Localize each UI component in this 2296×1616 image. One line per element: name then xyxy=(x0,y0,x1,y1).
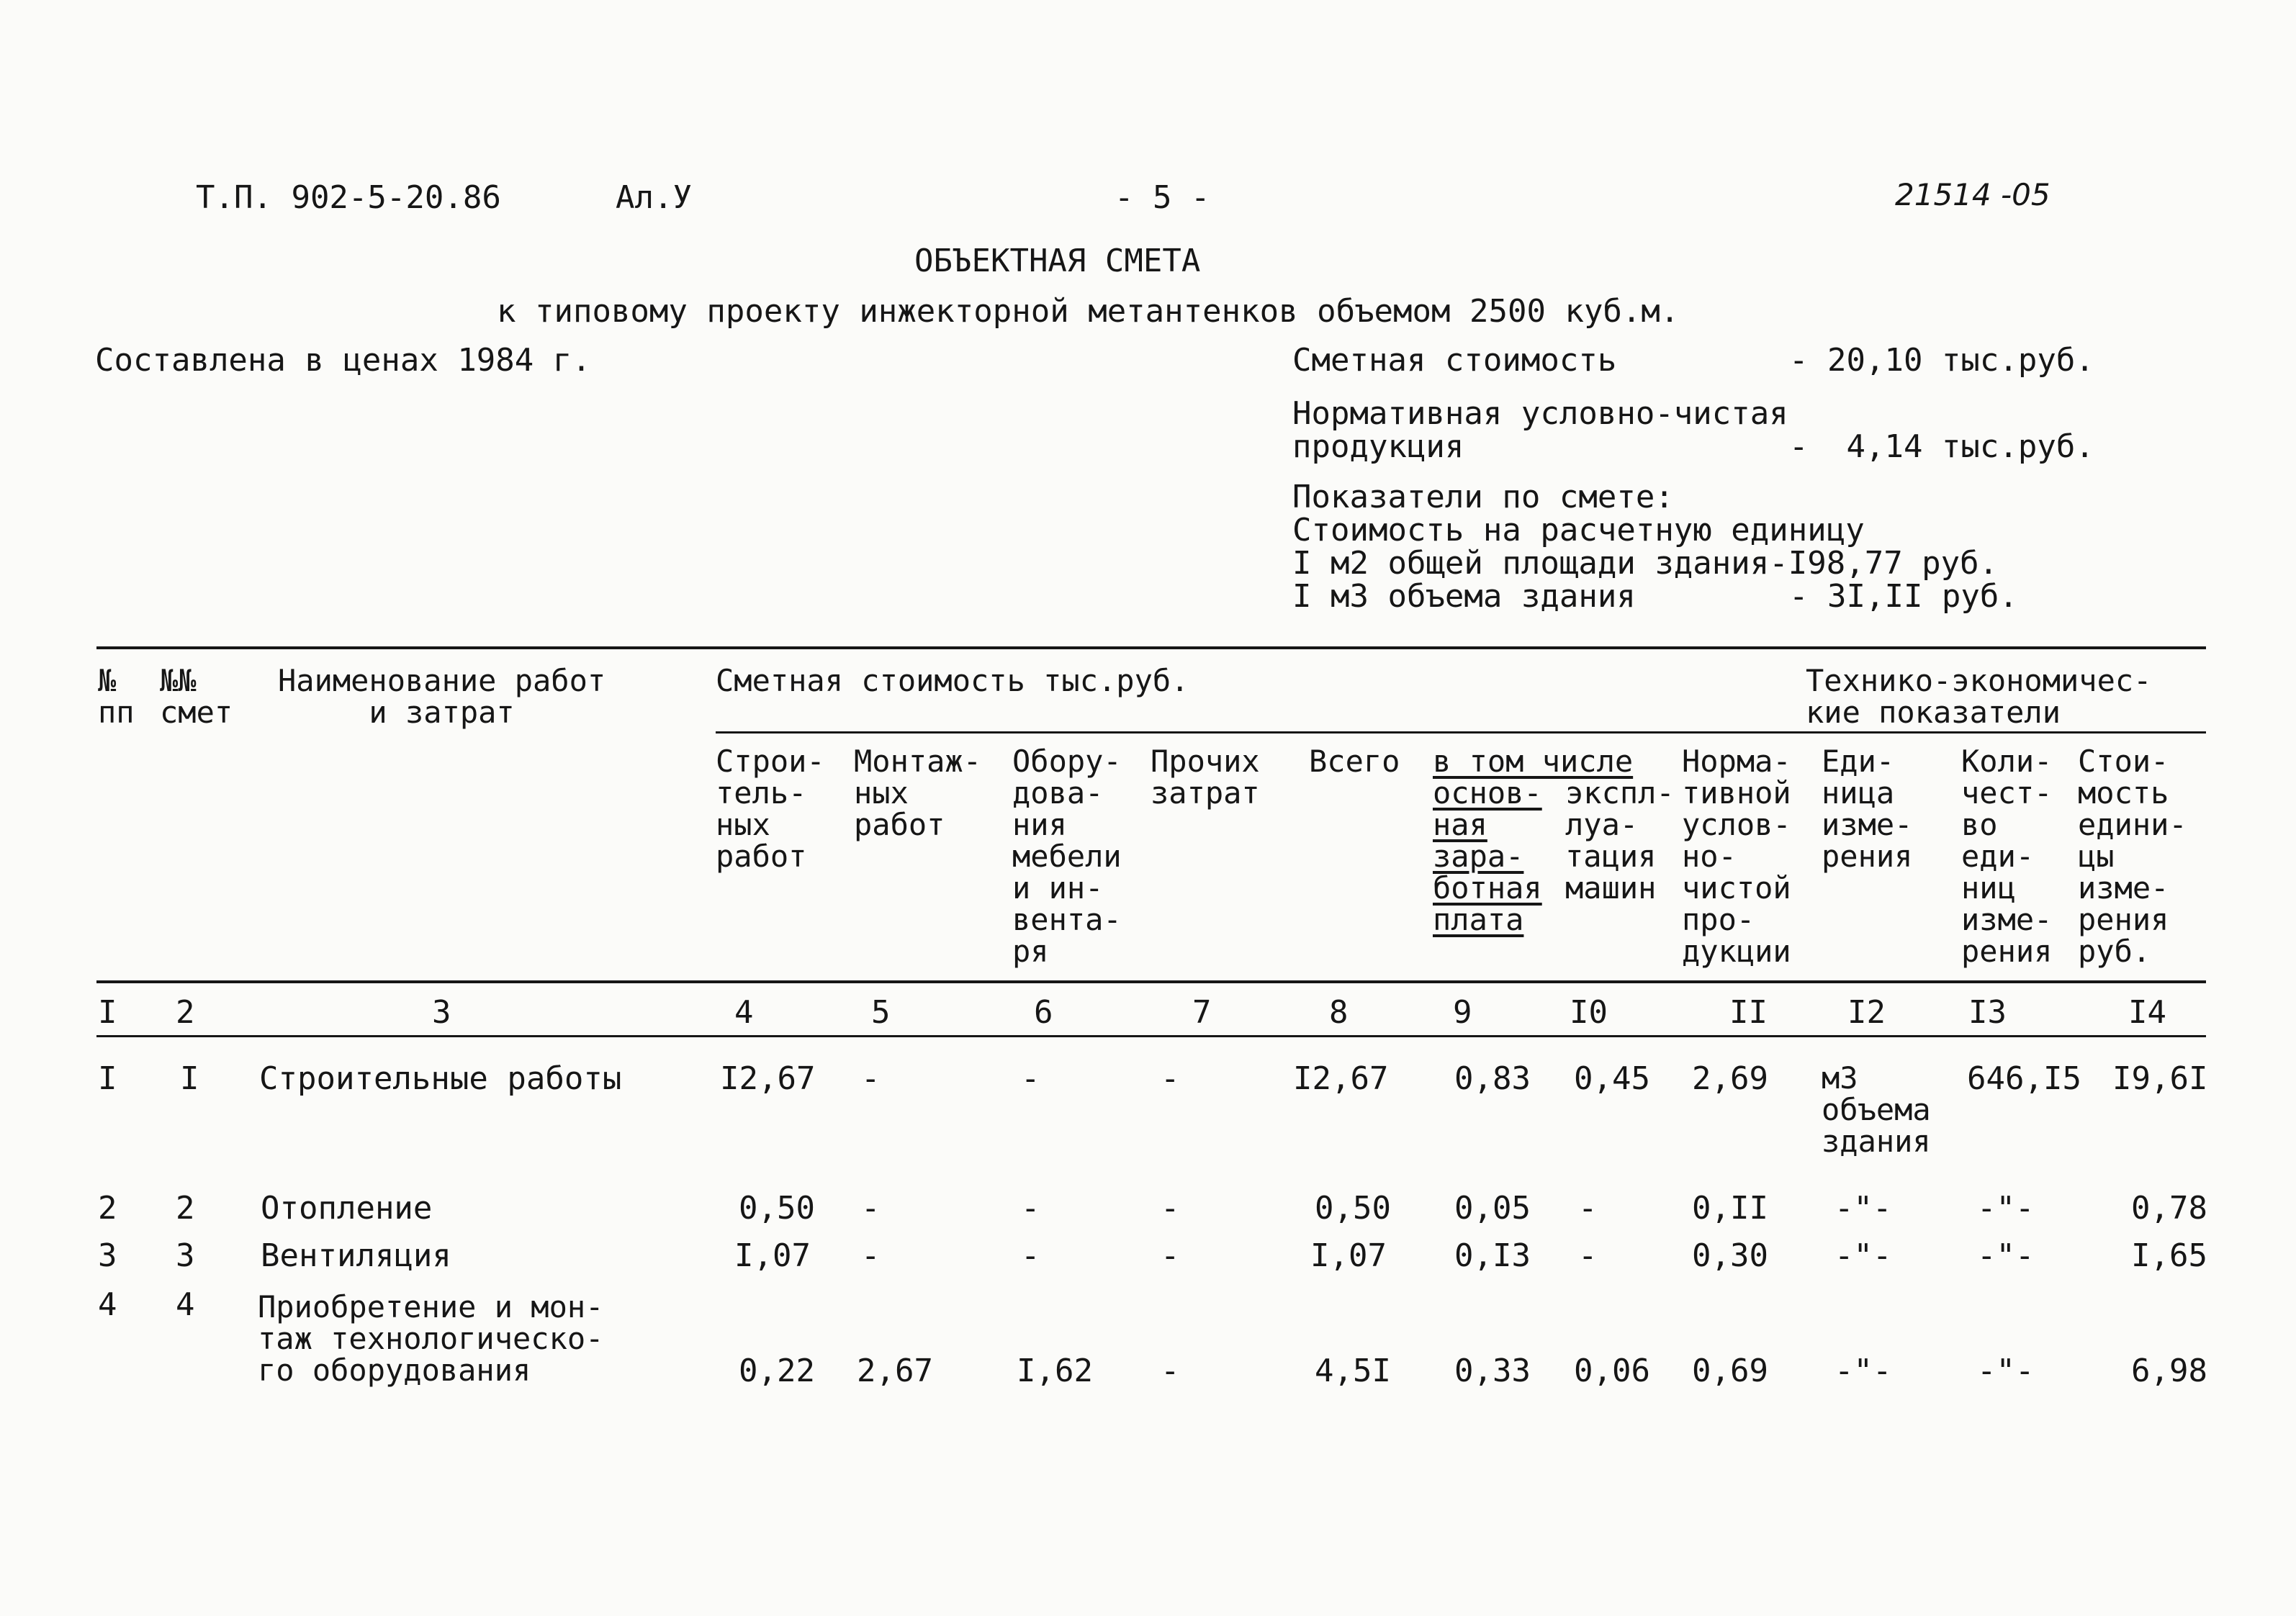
header-col-machines: экспл- луа- тация машин xyxy=(1565,775,1675,906)
indicators-heading: Показатели по смете: xyxy=(1292,479,1674,515)
header-bottom-rule xyxy=(96,980,2206,983)
row-no: 2 xyxy=(98,1190,117,1227)
row-total: 4,5I xyxy=(1315,1353,1391,1389)
row-estimate: 3 xyxy=(176,1237,195,1274)
row-no: 3 xyxy=(98,1237,117,1274)
col-number: 3 xyxy=(432,994,451,1031)
col-number: I3 xyxy=(1968,994,2007,1031)
row-no: 4 xyxy=(98,1286,117,1323)
col-number: I0 xyxy=(1570,994,1608,1031)
header-col-build: Строи- тель- ных работ xyxy=(716,744,825,874)
page-subtitle: к типовому проекту инжекторной метантенков объемом 2500 куб.м. xyxy=(497,293,1680,330)
page-title: ОБЪЕКТНАЯ СМЕТА xyxy=(914,243,1201,279)
header-including: в том числе xyxy=(1433,744,1634,779)
row-equipment: - xyxy=(1021,1060,1040,1097)
row-build: 0,50 xyxy=(739,1190,815,1227)
col-number: I4 xyxy=(2128,994,2166,1031)
row-build: I,07 xyxy=(734,1237,811,1274)
row-unit: -"- xyxy=(1834,1190,1892,1227)
header-col-normative: Норма- тивной услов- но- чистой про- дукции xyxy=(1682,744,1791,969)
header-col-name: Наименование работ и затрат xyxy=(278,663,606,730)
header-col-no: № пп xyxy=(98,663,135,730)
row-build: I2,67 xyxy=(720,1060,816,1097)
estimated-cost-value: - 20,10 тыс.руб. xyxy=(1789,342,2094,379)
handwritten-number: 21514 -05 xyxy=(1895,177,2050,212)
cost-per-m2: I м2 общей площади здания-I98,77 руб. xyxy=(1292,545,1999,582)
row-name: Отопление xyxy=(261,1190,433,1227)
header-col-unit: Еди- ница изме- рения xyxy=(1822,744,1913,874)
row-normative: 0,II xyxy=(1692,1190,1768,1227)
header-group-cost: Сметная стоимость тыс.руб. xyxy=(716,663,1189,698)
row-equipment: - xyxy=(1021,1237,1040,1274)
row-mount: - xyxy=(861,1237,881,1274)
row-estimate: 2 xyxy=(176,1190,195,1227)
row-other: - xyxy=(1161,1353,1180,1389)
header-group-tech: Технико-экономичес- кие показатели xyxy=(1806,663,2152,730)
cost-per-m3-label: I м3 объема здания xyxy=(1292,578,1636,615)
unit-cost-heading: Стоимость на расчетную единицу xyxy=(1292,512,1865,549)
row-estimate: 4 xyxy=(176,1286,195,1323)
cost-per-m3-value: - 3I,II руб. xyxy=(1789,578,2018,615)
document-code: Т.П. 902-5-20.86 xyxy=(196,179,501,216)
row-mount: - xyxy=(861,1060,881,1097)
row-total: 0,50 xyxy=(1315,1190,1391,1227)
col-number: 7 xyxy=(1192,994,1212,1031)
header-col-wage: основ- ная зара- ботная плата xyxy=(1433,775,1542,937)
row-quantity: 646,I5 xyxy=(1967,1060,2081,1097)
header-col-equipment: Обору- дова- ния мебели и ин- вента- ря xyxy=(1012,744,1122,969)
header-col-other: Прочих затрат xyxy=(1151,744,1260,811)
row-unit: м3 объема здания xyxy=(1822,1060,1931,1159)
estimated-cost-label: Сметная стоимость xyxy=(1292,342,1617,379)
normative-label: Нормативная условно-чистая продукция xyxy=(1292,395,1788,465)
row-unit: -"- xyxy=(1834,1353,1892,1389)
row-unit-cost: 6,98 xyxy=(2131,1353,2207,1389)
column-numbers-rule xyxy=(96,1035,2206,1037)
row-normative: 0,69 xyxy=(1692,1353,1768,1389)
row-mount: 2,67 xyxy=(857,1353,933,1389)
row-unit-cost: I,65 xyxy=(2131,1237,2207,1274)
row-machines: - xyxy=(1578,1237,1598,1274)
row-wage: 0,33 xyxy=(1454,1353,1531,1389)
col-number: 8 xyxy=(1329,994,1349,1031)
row-normative: 2,69 xyxy=(1692,1060,1768,1097)
col-number: I xyxy=(98,994,117,1031)
table-top-rule xyxy=(96,646,2206,649)
page-number: - 5 - xyxy=(1115,179,1210,216)
col-number: II xyxy=(1729,994,1768,1031)
row-machines: 0,45 xyxy=(1574,1060,1650,1097)
header-col-quantity: Коли- чест- во еди- ниц изме- рения xyxy=(1961,744,2053,969)
row-estimate: I xyxy=(180,1060,199,1097)
header-col-unit-cost: Стои- мость едини- цы изме- рения руб. xyxy=(2078,744,2187,969)
col-number: 4 xyxy=(734,994,754,1031)
row-mount: - xyxy=(861,1190,881,1227)
album-number: Ал.У xyxy=(616,179,692,216)
header-col-mount: Монтаж- ных работ xyxy=(854,744,982,842)
col-number: 9 xyxy=(1453,994,1472,1031)
row-unit: -"- xyxy=(1834,1237,1892,1274)
col-number: 2 xyxy=(176,994,195,1031)
row-unit-cost: 0,78 xyxy=(2131,1190,2207,1227)
row-quantity: -"- xyxy=(1977,1237,2035,1274)
row-machines: 0,06 xyxy=(1574,1353,1650,1389)
col-number: 5 xyxy=(871,994,891,1031)
header-col-estimate: №№ смет xyxy=(160,663,233,730)
row-other: - xyxy=(1161,1060,1180,1097)
col-number: 6 xyxy=(1034,994,1053,1031)
row-build: 0,22 xyxy=(739,1353,815,1389)
row-name: Приобретение и мон- таж технологическо- го оборудования xyxy=(258,1289,604,1388)
row-wage: 0,I3 xyxy=(1454,1237,1531,1274)
row-equipment: - xyxy=(1021,1190,1040,1227)
row-equipment: I,62 xyxy=(1017,1353,1093,1389)
col-number: I2 xyxy=(1847,994,1886,1031)
row-no: I xyxy=(98,1060,117,1097)
row-name: Вентиляция xyxy=(261,1237,451,1274)
normative-value: - 4,14 тыс.руб. xyxy=(1789,428,2094,465)
row-name: Строительные работы xyxy=(259,1060,622,1097)
row-other: - xyxy=(1161,1190,1180,1227)
row-normative: 0,30 xyxy=(1692,1237,1768,1274)
row-total: I,07 xyxy=(1310,1237,1387,1274)
row-total: I2,67 xyxy=(1293,1060,1389,1097)
row-other: - xyxy=(1161,1237,1180,1274)
header-col-total: Всего xyxy=(1309,744,1400,779)
row-machines: - xyxy=(1578,1190,1598,1227)
row-unit-cost: I9,6I xyxy=(2112,1060,2208,1097)
row-quantity: -"- xyxy=(1977,1190,2035,1227)
row-wage: 0,83 xyxy=(1454,1060,1531,1097)
prices-basis: Составлена в ценах 1984 г. xyxy=(95,342,591,379)
row-quantity: -"- xyxy=(1977,1353,2035,1389)
row-wage: 0,05 xyxy=(1454,1190,1531,1227)
group-header-rule xyxy=(716,731,2206,733)
